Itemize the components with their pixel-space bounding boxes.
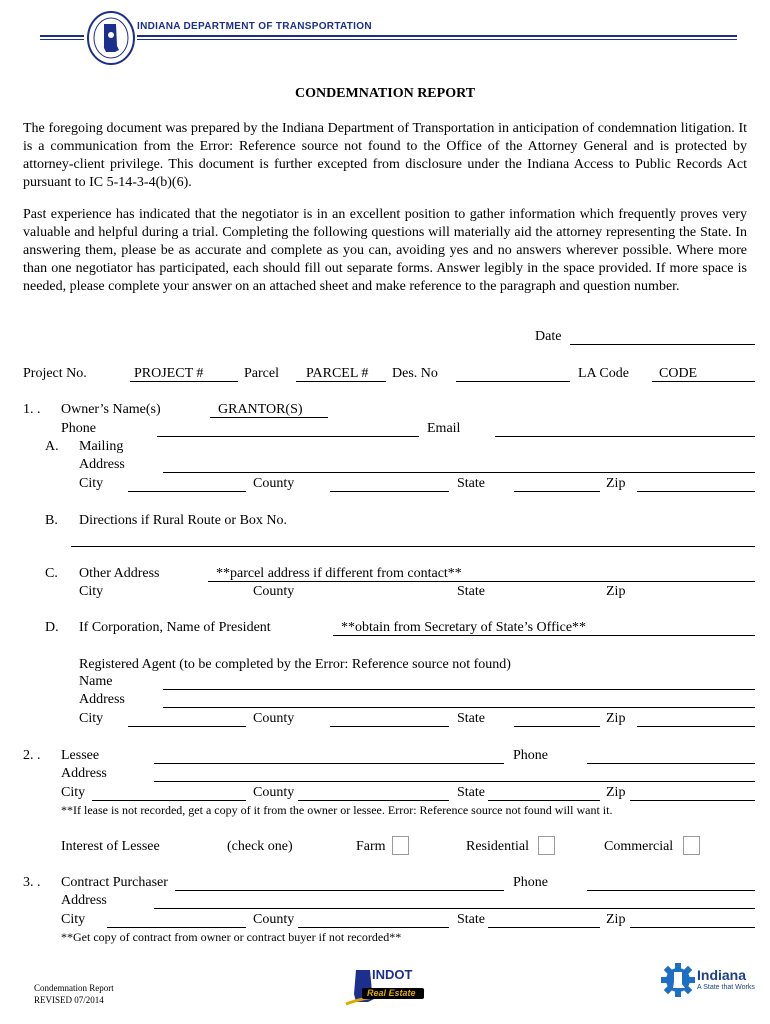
email-field[interactable] (495, 436, 755, 437)
agent-zip-label: Zip (606, 711, 626, 726)
owner-name-value: GRANTOR(S) (218, 402, 303, 417)
contract-purchaser-label: Contract Purchaser (61, 875, 168, 890)
agent-name-field[interactable] (163, 689, 755, 690)
corp-president-value: **obtain from Secretary of State’s Office** (341, 620, 587, 635)
other-address-label: Other Address (79, 566, 160, 581)
farm-checkbox[interactable] (392, 836, 409, 855)
agent-county-label: County (253, 711, 295, 726)
lessee-address-field[interactable] (154, 781, 755, 782)
indiana-state-logo (660, 962, 755, 998)
phone-field[interactable] (157, 436, 419, 437)
contract-zip-field[interactable] (630, 927, 755, 928)
parcel-value: PARCEL # (306, 366, 369, 381)
email-label: Email (427, 421, 461, 436)
lessee-state-field[interactable] (488, 800, 600, 801)
agent-address-field[interactable] (163, 707, 755, 708)
des-label: Des. No (392, 366, 438, 381)
project-label: Project No. (23, 366, 87, 381)
parcel-label: Parcel (244, 366, 279, 381)
intro-paragraph: The foregoing document was prepared by the Indiana Department of Transportation in anticipation of condemnation litigation. It is a communication from the Error: Reference source not found to the Office of the Attorney General and is protected by attorney-client privilege. This document is further excepted from disclosure under the Indiana Access to Public Records Act pursuant to IC 5-14-3-4(b)(6). (23, 121, 747, 190)
lessee-county-label: County (253, 785, 295, 800)
contract-phone-label: Phone (513, 875, 548, 890)
subsection-d-letter: D. (45, 620, 59, 635)
zip-field[interactable] (637, 491, 755, 492)
contract-city-field[interactable] (107, 927, 246, 928)
other-address-value: **parcel address if different from contact** (216, 566, 462, 581)
contract-zip-label: Zip (606, 912, 626, 927)
lessee-label: Lessee (61, 748, 100, 763)
agent-state-field[interactable] (514, 726, 600, 727)
other-address-field[interactable] (208, 581, 755, 582)
county-field[interactable] (330, 491, 449, 492)
corp-president-field[interactable] (333, 635, 755, 636)
lessee-state-label: State (457, 785, 485, 800)
subsection-a-letter: A. (45, 439, 59, 454)
agent-city-label: City (79, 711, 104, 726)
county-label: County (253, 476, 295, 491)
owner-name-field[interactable] (210, 417, 328, 418)
other-zip-label: Zip (606, 584, 626, 599)
agent-state-label: State (457, 711, 485, 726)
directions-label: Directions if Rural Route or Box No. (79, 513, 288, 528)
section-1-number: 1. . (23, 402, 41, 417)
project-value: PROJECT # (134, 366, 204, 381)
residential-checkbox[interactable] (538, 836, 555, 855)
contract-phone-field[interactable] (587, 890, 755, 891)
indot-real-estate-logo (342, 964, 426, 1008)
lease-note: **If lease is not recorded, get a copy of it from the owner or lessee. Error: Reference source not found will want it. (61, 803, 613, 817)
agent-name-label: Name (79, 674, 113, 689)
mailing-address-field[interactable] (163, 472, 755, 473)
subsection-b-letter: B. (45, 513, 58, 528)
registered-agent-label: Registered Agent (to be completed by the Error: Reference source not found) (79, 657, 511, 672)
agent-zip-field[interactable] (637, 726, 755, 727)
lessee-zip-field[interactable] (630, 800, 755, 801)
contract-note: **Get copy of contract from owner or contract buyer if not recorded** (61, 930, 402, 944)
city-label: City (79, 476, 104, 491)
contract-address-label: Address (61, 893, 107, 908)
owner-name-label: Owner’s Name(s) (61, 402, 161, 417)
date-label: Date (535, 329, 562, 344)
agent-county-field[interactable] (330, 726, 449, 727)
footer-revised: REVISED 07/2014 (34, 995, 104, 1005)
date-field[interactable] (570, 344, 755, 345)
contract-state-field[interactable] (488, 927, 600, 928)
header-rule-right (137, 35, 737, 37)
contract-city-label: City (61, 912, 86, 927)
lessee-address-label: Address (61, 766, 107, 781)
state-field[interactable] (514, 491, 600, 492)
indot-logo-subtext: Real Estate (367, 988, 416, 998)
indiana-logo-text: Indiana (697, 967, 747, 983)
parcel-field[interactable] (296, 381, 386, 382)
indot-seal-icon (86, 10, 136, 66)
contract-purchaser-field[interactable] (175, 890, 504, 891)
indiana-gear-icon (660, 962, 696, 998)
commercial-label: Commercial (604, 839, 674, 854)
section-3-number: 3. . (23, 875, 41, 890)
mailing-label: Mailing (79, 439, 124, 454)
contract-county-label: County (253, 912, 295, 927)
interest-label: Interest of Lessee (61, 839, 160, 854)
header-rule-left-2 (40, 39, 84, 40)
contract-address-field[interactable] (154, 908, 755, 909)
zip-label: Zip (606, 476, 626, 491)
state-label: State (457, 476, 485, 491)
lessee-zip-label: Zip (606, 785, 626, 800)
instructions-paragraph: Past experience has indicated that the negotiator is in an excellent position to gather information which frequently proves very valuable and helpful during a trial. Completing the following questions will materially aid the attorney representing the State. In answering them, please be as accurate and complete as you can, avoiding yes and no answers wherever possible. Where more than one negotiator has participated, each should fill out separate forms. Answer legibly in the space provided. If more space is needed, please complete your answer on an attached sheet and make reference to the paragraph and question number. (23, 207, 747, 294)
lessee-city-label: City (61, 785, 86, 800)
agent-address-label: Address (79, 692, 125, 707)
subsection-c-letter: C. (45, 566, 58, 581)
other-state-label: State (457, 584, 485, 599)
lessee-field[interactable] (154, 763, 504, 764)
directions-field[interactable] (71, 546, 755, 547)
agent-city-field[interactable] (128, 726, 246, 727)
la-code-value: CODE (659, 366, 698, 381)
corp-president-label: If Corporation, Name of President (79, 620, 271, 635)
phone-label: Phone (61, 421, 96, 436)
farm-label: Farm (356, 839, 386, 854)
check-one-label: (check one) (227, 839, 293, 854)
mailing-address-label: Address (79, 457, 125, 472)
other-city-label: City (79, 584, 104, 599)
project-field[interactable] (130, 381, 238, 382)
contract-state-label: State (457, 912, 485, 927)
la-code-field[interactable] (652, 381, 755, 382)
commercial-checkbox[interactable] (683, 836, 700, 855)
header-rule-right-2 (137, 39, 737, 40)
la-code-label: LA Code (578, 366, 629, 381)
footer-doc-name: Condemnation Report (34, 983, 114, 993)
des-field[interactable] (456, 381, 570, 382)
lessee-phone-label: Phone (513, 748, 548, 763)
indiana-logo-tagline: A State that Works (697, 984, 755, 991)
agency-name: INDIANA DEPARTMENT OF TRANSPORTATION (137, 21, 372, 32)
residential-label: Residential (466, 839, 529, 854)
other-county-label: County (253, 584, 295, 599)
indot-logo-text: INDOT (372, 967, 413, 982)
lessee-phone-field[interactable] (587, 763, 755, 764)
page-title: CONDEMNATION REPORT (294, 86, 476, 101)
header-rule-left (40, 35, 84, 37)
lessee-city-field[interactable] (92, 800, 246, 801)
lessee-county-field[interactable] (298, 800, 449, 801)
contract-county-field[interactable] (298, 927, 449, 928)
city-field[interactable] (128, 491, 246, 492)
section-2-number: 2. . (23, 748, 41, 763)
